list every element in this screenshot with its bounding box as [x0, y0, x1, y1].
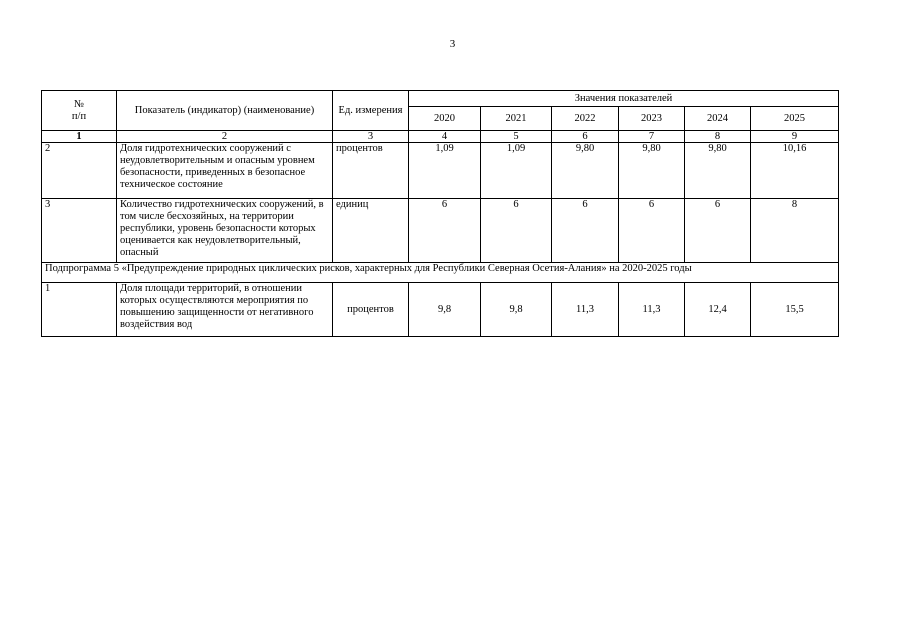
header-year: 2023: [619, 107, 685, 131]
row-unit: процентов: [333, 283, 409, 337]
row-value: 6: [619, 199, 685, 263]
header-year: 2020: [409, 107, 481, 131]
row-value: 9,80: [685, 143, 751, 199]
row-number: 1: [42, 283, 117, 337]
row-value: 9,80: [552, 143, 619, 199]
row-value: 6: [481, 199, 552, 263]
column-number: 6: [552, 131, 619, 143]
column-number: 4: [409, 131, 481, 143]
header-unit: Ед. измерения: [333, 91, 409, 131]
column-number: 7: [619, 131, 685, 143]
row-value: 12,4: [685, 283, 751, 337]
header-no: № п/п: [42, 91, 117, 131]
row-value: 6: [552, 199, 619, 263]
row-indicator: Доля гидротехнических сооружений с неудовлетворительным и опасным уровнем безопасности, приведенных в безопасное техническое состояние: [117, 143, 333, 199]
row-indicator: Доля площади территорий, в отношении которых осуществляются мероприятия по повышению защищенности от негативного воздействия вод: [117, 283, 333, 337]
column-number: 8: [685, 131, 751, 143]
row-value: 1,09: [409, 143, 481, 199]
header-year: 2021: [481, 107, 552, 131]
header-indicator: Показатель (индикатор) (наименование): [117, 91, 333, 131]
header-year: 2025: [751, 107, 839, 131]
row-unit: процентов: [333, 143, 409, 199]
indicators-table: [41, 90, 839, 337]
subprogram-title: Подпрограмма 5 «Предупреждение природных циклических рисков, характерных для Республики Северная Осетия-Алания» на 2020-2025 годы: [42, 263, 839, 283]
table-row: [42, 199, 839, 263]
header-row-top: [42, 91, 839, 107]
subprogram-row: [42, 263, 839, 283]
row-value: 15,5: [751, 283, 839, 337]
header-values: Значения показателей: [409, 91, 839, 107]
row-number: 2: [42, 143, 117, 199]
column-number: 1: [42, 131, 117, 143]
row-value: 11,3: [552, 283, 619, 337]
row-value: 9,8: [409, 283, 481, 337]
column-number: 2: [117, 131, 333, 143]
row-value: 9,8: [481, 283, 552, 337]
row-value: 6: [409, 199, 481, 263]
table-row: [42, 143, 839, 199]
column-number: 3: [333, 131, 409, 143]
row-value: 9,80: [619, 143, 685, 199]
header-year: 2022: [552, 107, 619, 131]
row-value: 11,3: [619, 283, 685, 337]
row-indicator: Количество гидротехнических сооружений, в том числе бесхозяйных, на территории республики, уровень безопасности которых оценивается как неудовлетворительный, опасный: [117, 199, 333, 263]
row-number: 3: [42, 199, 117, 263]
column-number: 5: [481, 131, 552, 143]
row-value: 1,09: [481, 143, 552, 199]
column-numbers-row: [42, 131, 839, 143]
column-number: 9: [751, 131, 839, 143]
row-unit: единиц: [333, 199, 409, 263]
table-row: [42, 283, 839, 337]
row-value: 6: [685, 199, 751, 263]
header-year: 2024: [685, 107, 751, 131]
page-number: 3: [449, 38, 456, 50]
row-value: 10,16: [751, 143, 839, 199]
row-value: 8: [751, 199, 839, 263]
